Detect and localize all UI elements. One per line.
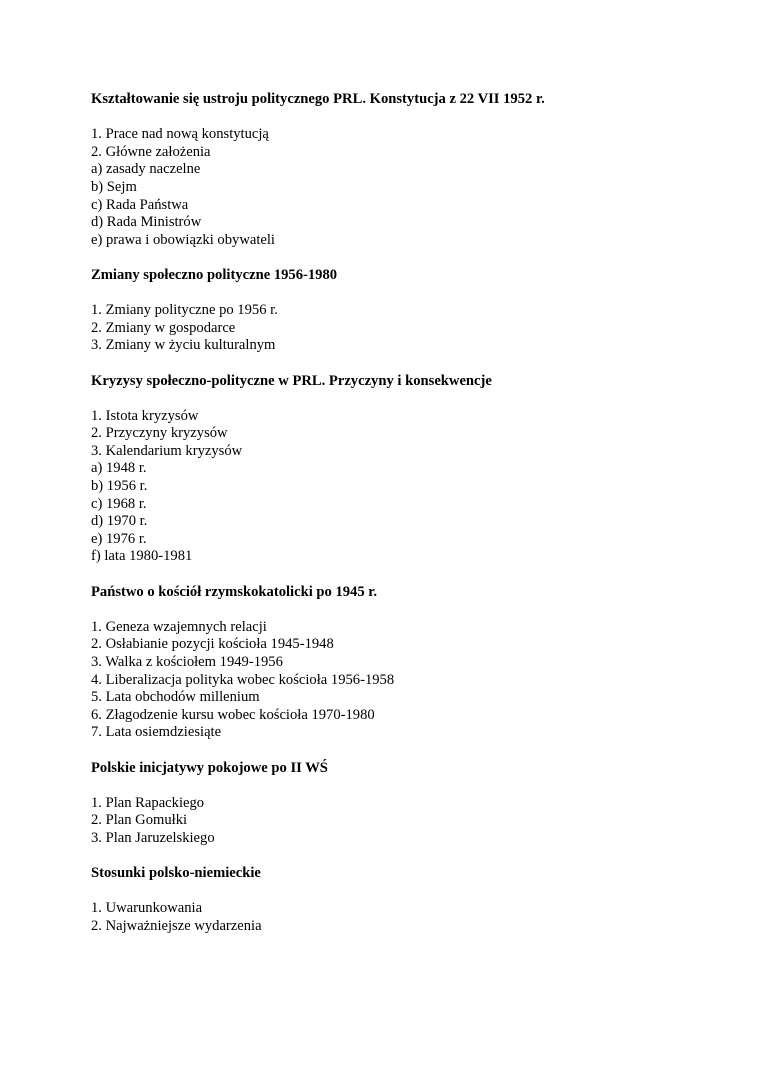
list-item: 1. Zmiany polityczne po 1956 r.: [91, 302, 278, 319]
document-page: [91, 91, 711, 953]
list-item: c) 1968 r.: [91, 495, 147, 512]
list-item: e) prawa i obowiązki obywateli: [91, 231, 275, 248]
list-item: 2. Przyczyny kryzysów: [91, 425, 228, 442]
list-item: 7. Lata osiemdziesiąte: [91, 724, 222, 741]
section-list: [91, 126, 711, 249]
section-polish-german-relations: [91, 865, 711, 935]
section-peace-initiatives: [91, 760, 711, 848]
list-item: 1. Plan Rapackiego: [91, 794, 205, 811]
list-item: a) 1948 r.: [91, 460, 147, 477]
list-item: a) zasady naczelne: [91, 161, 201, 178]
list-item: 4. Liberalizacja polityka wobec kościoła 1956-1958: [91, 671, 395, 688]
section-list: [91, 900, 711, 935]
section-list: [91, 302, 711, 355]
section-crises: [91, 373, 711, 567]
list-item: 1. Geneza wzajemnych relacji: [91, 618, 267, 635]
section-heading: Kształtowanie się ustroju politycznego PRL. Konstytucja z 22 VII 1952 r.: [91, 91, 545, 107]
section-list: [91, 795, 711, 848]
list-item: e) 1976 r.: [91, 530, 147, 547]
list-item: 2. Osłabianie pozycji kościoła 1945-1948: [91, 636, 334, 653]
section-list: [91, 619, 711, 742]
list-item: 3. Kalendarium kryzysów: [91, 442, 243, 459]
list-item: 2. Plan Gomułki: [91, 812, 188, 829]
section-heading: Zmiany społeczno polityczne 1956-1980: [91, 266, 338, 283]
list-item: d) 1970 r.: [91, 513, 148, 530]
list-item: 3. Zmiany w życiu kulturalnym: [91, 337, 276, 354]
list-item: 2. Zmiany w gospodarce: [91, 319, 236, 336]
list-item: 5. Lata obchodów millenium: [91, 689, 260, 706]
list-item: 6. Złagodzenie kursu wobec kościoła 1970-1980: [91, 706, 375, 723]
section-prl-constitution: [91, 91, 711, 249]
list-item: f) lata 1980-1981: [91, 548, 193, 565]
list-item: 2. Główne założenia: [91, 143, 211, 160]
list-item: d) Rada Ministrów: [91, 214, 202, 231]
list-item: 3. Walka z kościołem 1949-1956: [91, 654, 283, 670]
list-item: 3. Plan Jaruzelskiego: [91, 829, 215, 846]
section-heading: Państwo o kościół rzymskokatolicki po 1945 r.: [91, 583, 378, 600]
list-item: 1. Uwarunkowania: [91, 900, 203, 917]
section-state-church: [91, 584, 711, 742]
section-heading: Kryzysy społeczno-polityczne w PRL. Przyczyny i konsekwencje: [91, 372, 492, 389]
section-list: [91, 408, 711, 566]
section-heading: Stosunki polsko-niemieckie: [91, 865, 261, 882]
list-item: 1. Istota kryzysów: [91, 407, 199, 424]
list-item: 1. Prace nad nową konstytucją: [91, 126, 269, 143]
list-item: b) Sejm: [91, 178, 137, 195]
list-item: 2. Najważniejsze wydarzenia: [91, 917, 262, 934]
list-item: c) Rada Państwa: [91, 196, 189, 213]
section-social-political-changes: [91, 267, 711, 355]
section-heading: Polskie inicjatywy pokojowe po II WŚ: [91, 759, 328, 776]
list-item: b) 1956 r.: [91, 478, 148, 495]
